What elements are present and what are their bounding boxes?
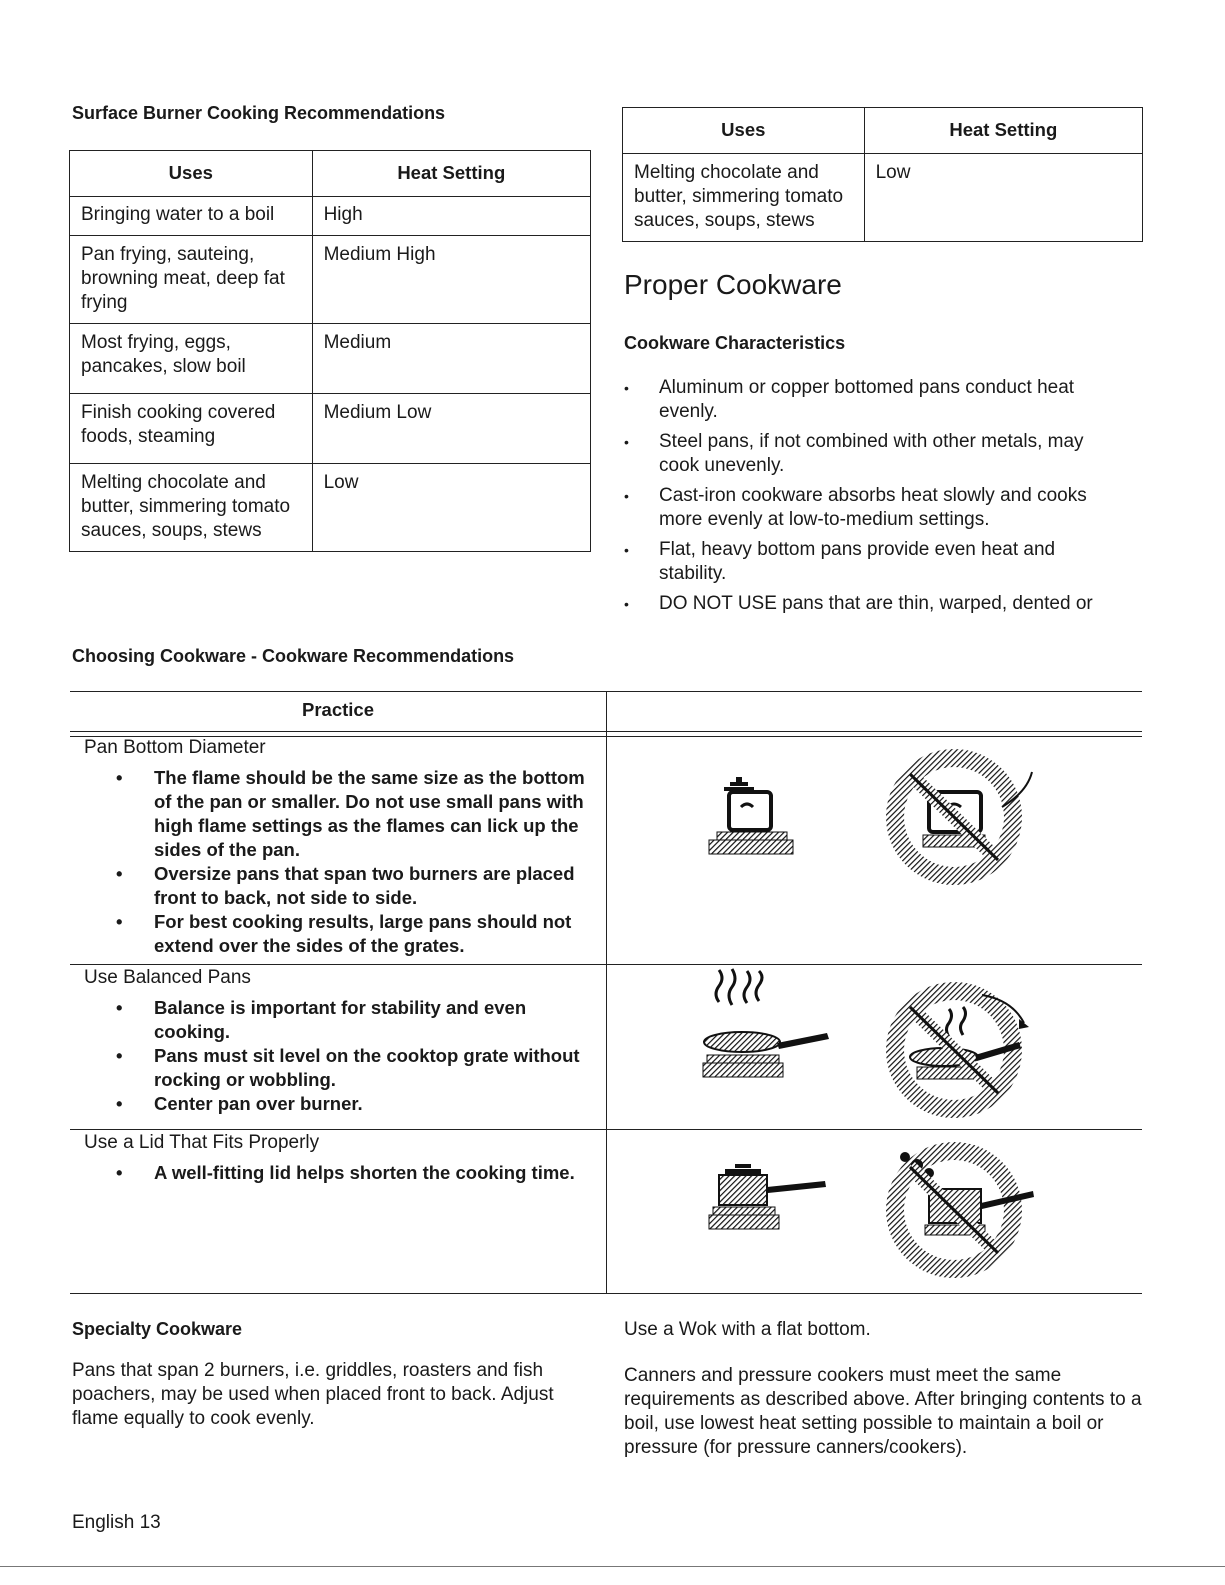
list-item: • For best cooking results, large pans should not extend over the sides of the grates. [116,911,572,956]
bullet-icon: • [624,596,629,612]
incorrect-frying-pan-icon [886,982,1029,1118]
cookware-characteristics-list [624,376,1124,622]
table-row [70,394,591,464]
bullet-icon: • [624,380,629,396]
use-cell: Bringing water to a boil [70,197,313,236]
list-item: • Center pan over burner. [116,1093,363,1114]
list-item: • Cast-iron cookware absorbs heat slowly and cooks more evenly at low-to-medium settings. [624,485,1087,530]
row-title-lid: Use a Lid That Fits Properly [84,1132,320,1153]
bullet-icon: • [116,1162,123,1183]
table-rule [70,1293,1142,1294]
pan-bottom-list [114,766,594,958]
surface-table-title: Surface Burner Cooking Recommendations [72,103,446,123]
bullet-icon: • [624,434,629,450]
table-row [70,197,591,236]
choosing-cookware-title: Choosing Cookware - Cookware Recommendations [72,646,515,666]
balanced-pans-list [114,996,594,1116]
cookware-illustrations [607,737,1142,1293]
list-item: • Balance is important for stability and even cooking. [116,997,527,1042]
list-item: • Aluminum or copper bottomed pans conduct heat evenly. [624,377,1075,422]
row-title-pan-bottom: Pan Bottom Diameter [84,737,266,758]
bullet-icon: • [116,997,123,1018]
use-cell: Melting chocolate and butter, simmering tomato sauces, soups, stews [623,154,865,242]
list-item: • Pans must sit level on the cooktop grate without rocking or wobbling. [116,1045,580,1090]
table-row [70,236,591,324]
list-item: • Flat, heavy bottom pans provide even heat and stability. [624,539,1056,584]
right-heat-table [622,107,1143,242]
bullet-icon: • [116,911,123,932]
list-item: • Oversize pans that span two burners are placed front to back, not side to side. [116,863,575,908]
wok-text: Use a Wok with a flat bottom. [624,1319,871,1340]
use-cell: Finish cooking covered foods, steaming [70,394,313,464]
list-item: • The flame should be the same size as the bottom of the pan or smaller. Do not use small pans with high flame settings as the flames can lick up the sides of the pan. [116,767,585,860]
bullet-icon: • [624,488,629,504]
page-number: English 13 [72,1512,161,1533]
heat-cell: Low [864,154,1142,242]
heat-cell: High [312,197,590,236]
bullet-icon: • [624,542,629,558]
cookware-characteristics-title: Cookware Characteristics [624,333,846,353]
heat-setting-header: Heat Setting [864,108,1142,154]
heat-cell: Medium High [312,236,590,324]
table-row [623,154,1143,242]
incorrect-lid-pot-icon [886,1142,1034,1278]
lid-list [114,1161,594,1185]
heat-cell: Low [312,464,590,552]
row-title-balanced-pans: Use Balanced Pans [84,967,251,988]
uses-header: Uses [623,108,865,154]
canners-text: Canners and pressure cookers must meet the same requirements as described above. After bringing contents to a boil, use lowest heat setting possible to maintain a boil or pressure (for pressure canners/cookers). [624,1365,1142,1458]
bullet-icon: • [116,767,123,788]
page-bottom-rule [0,1566,1225,1567]
specialty-cookware-title: Specialty Cookware [72,1319,243,1339]
table-row [70,464,591,552]
bullet-icon: • [116,1093,123,1114]
bullet-icon: • [116,1045,123,1066]
incorrect-pot-icon [886,749,1032,885]
table-row [70,324,591,394]
uses-header: Uses [70,151,313,197]
correct-lid-pot-icon [709,1164,826,1229]
heat-cell: Medium [312,324,590,394]
list-item: • A well-fitting lid helps shorten the cooking time. [116,1162,575,1183]
practice-header: Practice [302,699,374,720]
use-cell: Most frying, eggs, pancakes, slow boil [70,324,313,394]
heat-setting-header: Heat Setting [312,151,590,197]
proper-cookware-title: Proper Cookware [624,269,842,300]
use-cell: Pan frying, sauteing, browning meat, deep fat frying [70,236,313,324]
list-item: • Steel pans, if not combined with other metals, may cook unevenly. [624,431,1084,476]
bullet-icon: • [116,863,123,884]
heat-cell: Medium Low [312,394,590,464]
correct-frying-pan-icon [703,969,829,1077]
specialty-cookware-text: Pans that span 2 burners, i.e. griddles, roasters and fish poachers, may be used when placed front to back. Adjust flame equally to cook evenly. [72,1360,554,1429]
use-cell: Melting chocolate and butter, simmering tomato sauces, soups, stews [70,464,313,552]
correct-pot-icon [709,777,793,854]
list-item: • DO NOT USE pans that are thin, warped, dented or [624,593,1093,614]
surface-burner-table [69,150,591,552]
